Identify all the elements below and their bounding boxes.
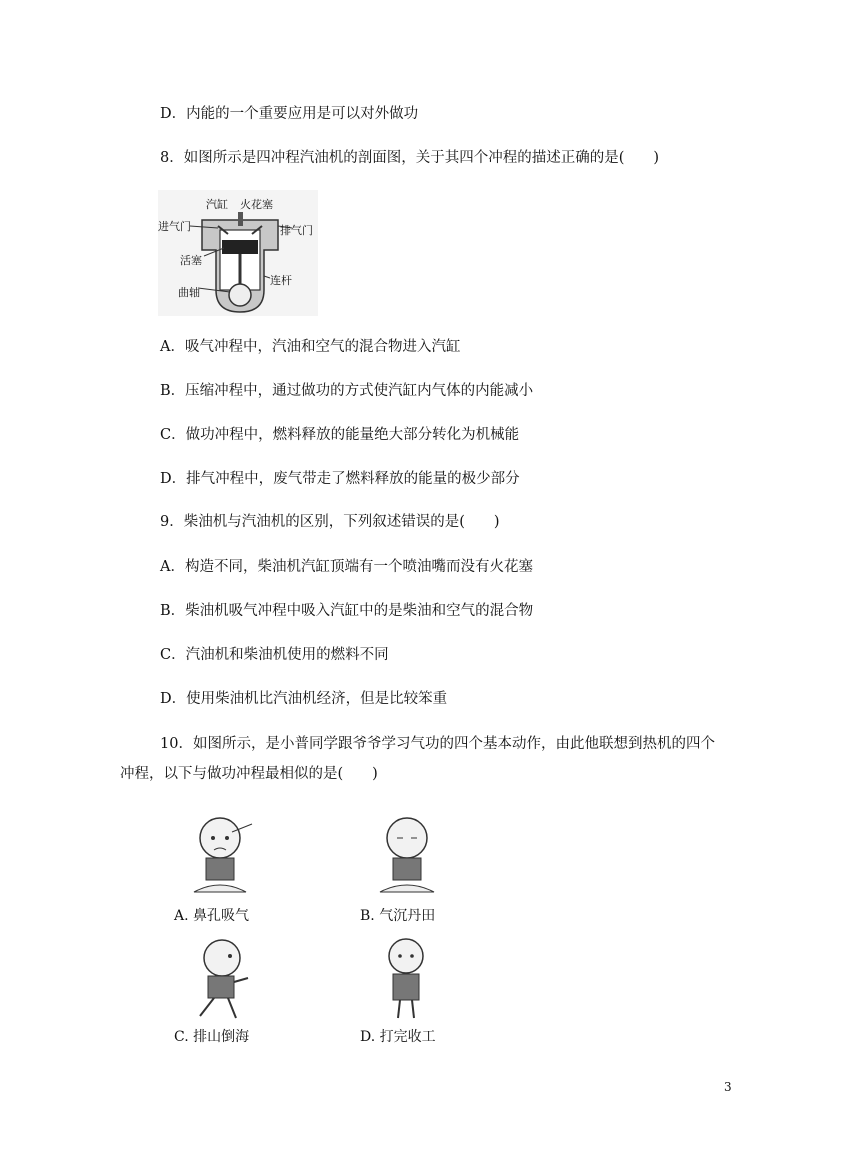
label-crankshaft: 曲轴 (178, 286, 200, 299)
figure-c-push-mountain (186, 932, 256, 1022)
q9-option-d: D．使用柴油机比汽油机经济，但是比较笨重 (160, 691, 448, 707)
q8-option-d: D．排气冲程中，废气带走了燃料释放的能量的极少部分 (160, 471, 520, 487)
q9-option-c: C．汽油机和柴油机使用的燃料不同 (160, 647, 389, 663)
caption-b: B. 气沉丹田 (360, 908, 436, 924)
q8-option-c: C．做功冲程中，燃料释放的能量绝大部分转化为机械能 (160, 427, 520, 443)
question-8-stem: 8．如图所示是四冲程汽油机的剖面图，关于其四个冲程的描述正确的是( ) (160, 150, 660, 166)
previous-option-d: D．内能的一个重要应用是可以对外做功 (160, 106, 419, 122)
engine-cross-section-figure (158, 190, 318, 316)
q9-option-a: A．构造不同，柴油机汽缸顶端有一个喷油嘴而没有火花塞 (160, 559, 533, 575)
question-10-stem-line2: 冲程，以下与做功冲程最相似的是( ) (120, 766, 378, 782)
figure-a-nose-breathing (180, 810, 260, 900)
caption-d: D. 打完收工 (360, 1029, 436, 1045)
question-9-stem: 9．柴油机与汽油机的区别，下列叙述错误的是( ) (160, 514, 500, 530)
label-exhaust-valve: 排气门 (280, 224, 313, 237)
figure-b-qi-sink (372, 810, 442, 900)
page-number: 3 (724, 1080, 732, 1094)
question-10-stem-line1: 10．如图所示，是小普同学跟爷爷学习气功的四个基本动作，由此他联想到热机的四个 (160, 736, 715, 752)
label-cylinder: 汽缸 (206, 198, 228, 211)
label-piston: 活塞 (180, 254, 202, 267)
q8-option-b: B．压缩冲程中，通过做功的方式使汽缸内气体的内能减小 (160, 383, 534, 399)
label-intake-valve: 进气门 (158, 220, 191, 233)
label-spark-plug: 火花塞 (240, 198, 273, 211)
figure-d-finish (376, 932, 436, 1022)
q9-option-b: B．柴油机吸气冲程中吸入汽缸中的是柴油和空气的混合物 (160, 603, 534, 619)
caption-c: C. 排山倒海 (174, 1029, 250, 1045)
q8-option-a: A．吸气冲程中，汽油和空气的混合物进入汽缸 (160, 339, 461, 355)
caption-a: A. 鼻孔吸气 (174, 908, 250, 924)
label-connecting-rod: 连杆 (270, 274, 292, 287)
